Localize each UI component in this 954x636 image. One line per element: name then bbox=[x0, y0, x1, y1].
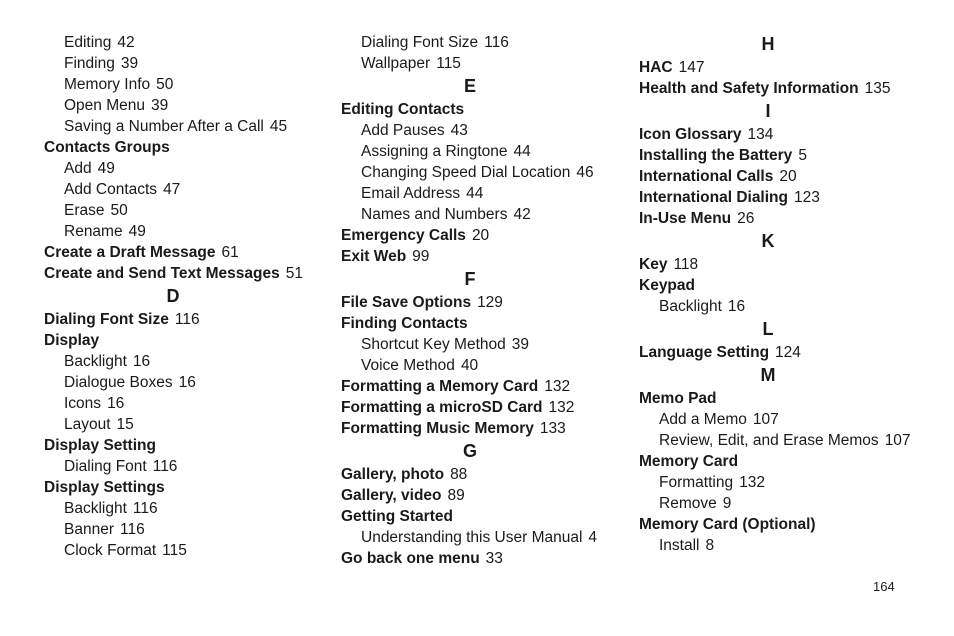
index-term: Create and Send Text Messages bbox=[44, 265, 280, 282]
index-subentry bbox=[341, 355, 631, 376]
index-term: Email Address bbox=[361, 185, 461, 202]
index-entry bbox=[639, 187, 929, 208]
index-entry bbox=[341, 418, 631, 439]
index-entry bbox=[44, 309, 334, 330]
index-column-2 bbox=[341, 32, 631, 569]
index-page-number: 16 bbox=[132, 353, 151, 370]
index-term: Memory Card (Optional) bbox=[639, 516, 816, 533]
index-subentry bbox=[44, 179, 334, 200]
index-page-number: 43 bbox=[450, 122, 468, 139]
index-term: Display Setting bbox=[44, 437, 156, 454]
index-term: Add bbox=[64, 160, 92, 177]
index-subentry bbox=[341, 141, 631, 162]
index-page-number: 46 bbox=[576, 164, 594, 181]
index-term: Language Setting bbox=[639, 344, 770, 361]
index-subentry bbox=[44, 158, 334, 179]
index-page-number: 116 bbox=[132, 500, 158, 517]
index-term: Health and Safety Information bbox=[639, 80, 859, 97]
index-page-number: 147 bbox=[678, 59, 705, 76]
index-subentry bbox=[341, 527, 631, 548]
index-entry bbox=[341, 464, 631, 485]
index-page-number: 107 bbox=[884, 432, 911, 449]
index-term: Exit Web bbox=[341, 248, 407, 265]
index-term: Open Menu bbox=[64, 97, 145, 114]
index-entry bbox=[639, 145, 929, 166]
index-entry bbox=[639, 388, 929, 409]
index-subentry bbox=[44, 200, 334, 221]
index-page-number: 49 bbox=[128, 223, 146, 240]
index-term: Voice Method bbox=[361, 357, 455, 374]
index-term: In-Use Menu bbox=[639, 210, 732, 227]
index-column-3 bbox=[639, 32, 929, 556]
index-page-number: 132 bbox=[548, 399, 575, 416]
index-column-1 bbox=[44, 32, 334, 561]
index-page-number: 116 bbox=[119, 521, 145, 538]
index-term: Dialogue Boxes bbox=[64, 374, 173, 391]
index-term: Display Settings bbox=[44, 479, 165, 496]
index-term: Backlight bbox=[64, 353, 127, 370]
index-page-number: 51 bbox=[285, 265, 303, 282]
index-entry bbox=[639, 342, 929, 363]
index-entry bbox=[44, 477, 334, 498]
section-letter-heading: K bbox=[761, 231, 775, 251]
index-page-number: 16 bbox=[107, 395, 125, 412]
index-subentry bbox=[639, 296, 929, 317]
index-entry bbox=[341, 246, 631, 267]
index-page-number: 115 bbox=[436, 55, 461, 72]
index-term: Keypad bbox=[639, 277, 695, 294]
index-page-number: 115 bbox=[162, 542, 187, 559]
index-entry bbox=[341, 506, 631, 527]
index-term: Backlight bbox=[64, 500, 127, 517]
index-term: Add Contacts bbox=[64, 181, 158, 198]
index-page-number: 4 bbox=[588, 529, 598, 546]
page-number: 164 bbox=[873, 579, 895, 594]
index-page-number: 40 bbox=[460, 357, 479, 374]
index-subentry bbox=[639, 409, 929, 430]
index-subentry bbox=[341, 183, 631, 204]
section-letter-heading: M bbox=[760, 365, 776, 385]
index-page-number: 16 bbox=[727, 298, 746, 315]
index-term: Backlight bbox=[659, 298, 722, 315]
index-term: Understanding this User Manual bbox=[361, 529, 583, 546]
index-subentry bbox=[44, 95, 334, 116]
index-page-number: 44 bbox=[466, 185, 484, 202]
section-letter-heading: E bbox=[463, 76, 476, 96]
index-entry bbox=[44, 263, 334, 284]
index-page-number: 50 bbox=[110, 202, 128, 219]
index-page-number: 124 bbox=[775, 344, 801, 361]
index-term: Display bbox=[44, 332, 100, 349]
index-subentry bbox=[341, 120, 631, 141]
index-page-number: 44 bbox=[513, 143, 531, 160]
index-term: Erase bbox=[64, 202, 105, 219]
index-page-number: 45 bbox=[269, 118, 288, 135]
index-term: Formatting a Memory Card bbox=[341, 378, 539, 395]
index-term: Dialing Font bbox=[64, 458, 147, 475]
index-term: Gallery, photo bbox=[341, 466, 445, 483]
index-entry bbox=[341, 397, 631, 418]
index-subentry bbox=[44, 393, 334, 414]
index-entry bbox=[639, 451, 929, 472]
section-letter-heading: L bbox=[762, 319, 774, 339]
index-entry bbox=[341, 376, 631, 397]
index-subentry bbox=[341, 32, 631, 53]
index-term: Emergency Calls bbox=[341, 227, 466, 244]
index-page-number: 118 bbox=[673, 256, 699, 273]
section-letter-heading: D bbox=[166, 286, 180, 306]
index-page-number: 61 bbox=[221, 244, 239, 261]
index-entry bbox=[639, 124, 929, 145]
index-page-number: 132 bbox=[544, 378, 571, 395]
index-term: Contacts Groups bbox=[44, 139, 170, 156]
index-page-number: 88 bbox=[450, 466, 468, 483]
index-term: Dialing Font Size bbox=[44, 311, 169, 328]
index-subentry bbox=[44, 414, 334, 435]
index-entry bbox=[341, 548, 631, 569]
index-subentry bbox=[341, 162, 631, 183]
index-page-number: 116 bbox=[174, 311, 200, 328]
index-subentry bbox=[44, 372, 334, 393]
index-subentry bbox=[341, 204, 631, 225]
index-page-number: 20 bbox=[471, 227, 490, 244]
index-term: Installing the Battery bbox=[639, 147, 793, 164]
index-subentry bbox=[44, 498, 334, 519]
index-term: Formatting bbox=[659, 474, 734, 491]
index-entry bbox=[341, 313, 631, 334]
index-term: Add Pauses bbox=[361, 122, 445, 139]
index-page-number: 116 bbox=[152, 458, 178, 475]
index-term: Changing Speed Dial Location bbox=[361, 164, 571, 181]
index-page-number: 129 bbox=[477, 294, 503, 311]
index-entry bbox=[341, 292, 631, 313]
index-term: Editing Contacts bbox=[341, 101, 465, 118]
index-page-number: 42 bbox=[513, 206, 531, 223]
index-entry bbox=[639, 57, 929, 78]
index-term: International Dialing bbox=[639, 189, 788, 206]
index-term: Dialing Font Size bbox=[361, 34, 479, 51]
index-term: Finding Contacts bbox=[341, 315, 468, 332]
index-entry bbox=[44, 242, 334, 263]
index-subentry bbox=[44, 32, 334, 53]
index-entry bbox=[639, 78, 929, 99]
index-term: Layout bbox=[64, 416, 111, 433]
index-entry bbox=[341, 225, 631, 246]
index-page-number: 42 bbox=[117, 34, 135, 51]
index-term: Icon Glossary bbox=[639, 126, 742, 143]
index-term: Key bbox=[639, 256, 668, 273]
index-term: Create a Draft Message bbox=[44, 244, 216, 261]
index-subentry bbox=[44, 53, 334, 74]
index-subentry bbox=[44, 456, 334, 477]
index-page-number: 116 bbox=[484, 34, 509, 51]
index-entry bbox=[44, 435, 334, 456]
index-page-number: 39 bbox=[151, 97, 169, 114]
index-term: Formatting a microSD Card bbox=[341, 399, 543, 416]
index-subentry bbox=[341, 53, 631, 74]
index-entry bbox=[639, 254, 929, 275]
index-page-number: 5 bbox=[798, 147, 807, 164]
index-term: Banner bbox=[64, 521, 114, 538]
index-subentry bbox=[44, 221, 334, 242]
index-term: Wallpaper bbox=[361, 55, 431, 72]
index-page-number: 133 bbox=[539, 420, 566, 437]
section-letter-heading: I bbox=[765, 101, 771, 121]
index-subentry bbox=[639, 493, 929, 514]
index-page-number: 134 bbox=[747, 126, 774, 143]
index-term: Memory Info bbox=[64, 76, 151, 93]
index-page-number: 39 bbox=[511, 336, 529, 353]
index-term: Rename bbox=[64, 223, 123, 240]
index-entry bbox=[639, 166, 929, 187]
index-subentry bbox=[44, 74, 334, 95]
index-term: Shortcut Key Method bbox=[361, 336, 506, 353]
index-page-number: 123 bbox=[793, 189, 820, 206]
index-page-number: 26 bbox=[737, 210, 755, 227]
index-subentry bbox=[44, 519, 334, 540]
index-term: Gallery, video bbox=[341, 487, 442, 504]
index-term: Finding bbox=[64, 55, 115, 72]
index-term: Add a Memo bbox=[659, 411, 747, 428]
index-term: Formatting Music Memory bbox=[341, 420, 534, 437]
index-subentry bbox=[44, 116, 334, 137]
index-term: Memo Pad bbox=[639, 390, 717, 407]
index-subentry bbox=[44, 540, 334, 561]
index-page-number: 15 bbox=[116, 416, 134, 433]
index-page-number: 135 bbox=[864, 80, 891, 97]
index-page-number: 89 bbox=[447, 487, 465, 504]
index-entry bbox=[639, 514, 929, 535]
index-page-number: 50 bbox=[156, 76, 174, 93]
index-page-number: 49 bbox=[97, 160, 115, 177]
index-term: Assigning a Ringtone bbox=[361, 143, 508, 160]
index-term: Names and Numbers bbox=[361, 206, 508, 223]
index-entry bbox=[639, 275, 929, 296]
index-subentry bbox=[639, 535, 929, 556]
index-term: Clock Format bbox=[64, 542, 157, 559]
section-letter-heading: H bbox=[761, 34, 775, 54]
index-page-number: 8 bbox=[705, 537, 715, 554]
index-page-number: 9 bbox=[722, 495, 732, 512]
index-term: Getting Started bbox=[341, 508, 453, 525]
index-term: Editing bbox=[64, 34, 112, 51]
index-term: Go back one menu bbox=[341, 550, 480, 567]
index-entry bbox=[44, 330, 334, 351]
index-term: Review, Edit, and Erase Memos bbox=[659, 432, 879, 449]
index-page-number: 39 bbox=[120, 55, 139, 72]
index-subentry bbox=[341, 334, 631, 355]
index-entry bbox=[341, 485, 631, 506]
index-term: File Save Options bbox=[341, 294, 472, 311]
index-entry bbox=[44, 137, 334, 158]
index-term: Install bbox=[659, 537, 700, 554]
index-term: Memory Card bbox=[639, 453, 739, 470]
index-term: HAC bbox=[639, 59, 673, 76]
index-page-number: 20 bbox=[779, 168, 797, 185]
index-entry bbox=[639, 208, 929, 229]
index-term: Saving a Number After a Call bbox=[64, 118, 264, 135]
index-page-number: 16 bbox=[178, 374, 196, 391]
index-page-number: 33 bbox=[485, 550, 503, 567]
index-page-number: 132 bbox=[739, 474, 765, 491]
index-page-number: 47 bbox=[163, 181, 181, 198]
index-term: Icons bbox=[64, 395, 102, 412]
index-term: International Calls bbox=[639, 168, 774, 185]
section-letter-heading: G bbox=[462, 441, 477, 461]
index-subentry bbox=[44, 351, 334, 372]
index-page-number: 107 bbox=[752, 411, 779, 428]
index-subentry bbox=[639, 472, 929, 493]
section-letter-heading: F bbox=[464, 269, 476, 289]
index-page-number: 99 bbox=[412, 248, 430, 265]
index-term: Remove bbox=[659, 495, 717, 512]
index-subentry bbox=[639, 430, 929, 451]
index-entry bbox=[341, 99, 631, 120]
